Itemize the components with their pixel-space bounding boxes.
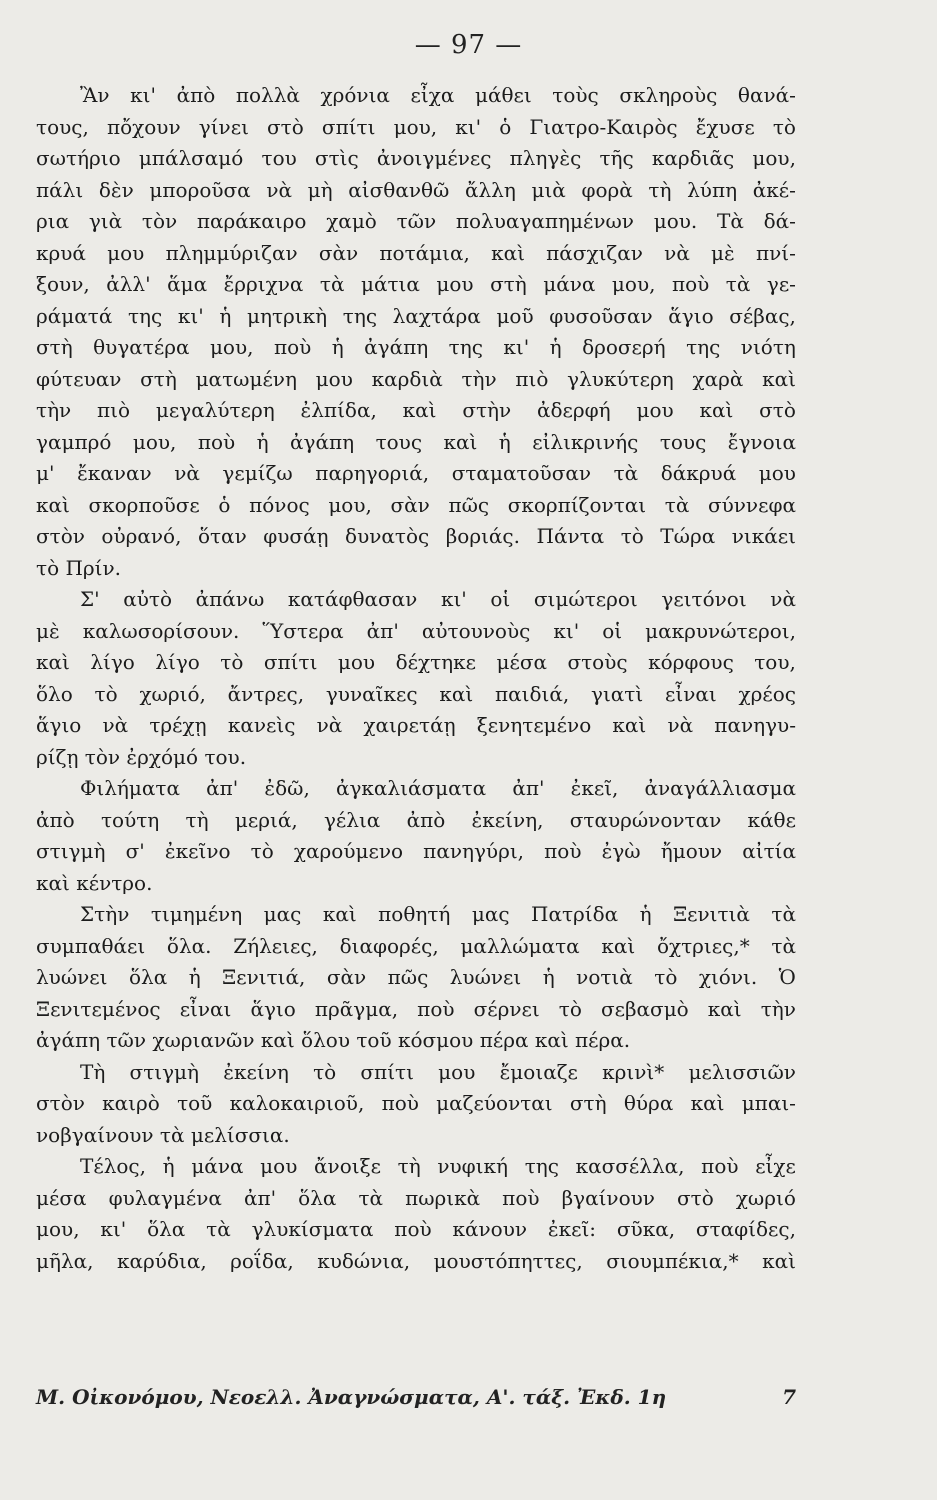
text-line: νοβγαίνουν τὰ μελίσσια. [36, 1122, 290, 1147]
text-line: κρυά μου πλημμύριζαν σὰν ποτάμια, καὶ πάσχιζαν νὰ μὲ πνί- [36, 240, 796, 265]
body-text [36, 80, 796, 1277]
text-line: τὴν πιὸ μεγαλύτερη ἐλπίδα, καὶ στὴν ἀδερφή μου καὶ στὸ [36, 398, 796, 422]
text-line: στὸν οὐρανό, ὅταν φυσάῃ δυνατὸς βοριάς. Πάντα τὸ Τώρα νικάει [36, 524, 796, 548]
text-line: μου, κι' ὅλα τὰ γλυκίσματα ποὺ κάνουν ἐκεῖ: σῦκα, σταφίδες, [36, 1217, 796, 1241]
footer-source: Μ. Οἰκονόμου, Νεοελλ. Ἀναγνώσματα, Α'. τάξ. Ἐκδ. 1η [36, 1385, 667, 1409]
text-line: καὶ σκορποῦσε ὁ πόνος μου, σὰν πῶς σκορπίζονται τὰ σύννεφα [36, 492, 796, 517]
text-line: μῆλα, καρύδια, ροΐδα, κυδώνια, μουστόπηττες, σιουμπέκια,* καὶ [36, 1248, 796, 1273]
text-line: Στὴν τιμημένη μας καὶ ποθητή μας Πατρίδα ἡ Ξενιτιὰ τὰ [80, 902, 796, 926]
text-line: μὲ καλωσορίσουν. Ὕστερα ἀπ' αὐτουνοὺς κι' οἱ μακρυνώτεροι, [36, 618, 796, 643]
text-line: καὶ λίγο λίγο τὸ σπίτι μου δέχτηκε μέσα στοὺς κόρφους του, [36, 650, 796, 674]
text-line: Τέλος, ἡ μάνα μου ἄνοιξε τὴ νυφική της κασσέλλα, ποὺ εἶχε [80, 1154, 796, 1178]
text-line: στὴ θυγατέρα μου, ποὺ ἡ ἀγάπη της κι' ἡ δροσερή της νιότη [36, 335, 796, 359]
text-line: Ξενιτεμένος εἶναι ἅγιο πρᾶγμα, ποὺ σέρνει τὸ σεβασμὸ καὶ τὴν [36, 996, 796, 1021]
text-line: ρια γιὰ τὸν παράκαιρο χαμὸ τῶν πολυαγαπημένων μου. Τὰ δά- [36, 209, 796, 233]
text-line: ρίζῃ τὸν ἐρχόμό του. [36, 744, 247, 769]
footer [36, 1382, 796, 1412]
text-line: συμπαθάει ὅλα. Ζήλειες, διαφορές, μαλλώματα καὶ ὄχτριες,* τὰ [36, 933, 796, 958]
text-line: Ἂν κι' ἀπὸ πολλὰ χρόνια εἶχα μάθει τοὺς σκληροὺς θανά- [80, 83, 796, 107]
text-line: στὸν καιρὸ τοῦ καλοκαιριοῦ, ποὺ μαζεύονται στὴ θύρα καὶ μπαι- [36, 1091, 796, 1115]
text-line: ἀγάπη τῶν χωριανῶν καὶ ὅλου τοῦ κόσμου πέρα καὶ πέρα. [36, 1028, 631, 1052]
text-line: τὸ Πρίν. [36, 555, 122, 580]
text-line: μέσα φυλαγμένα ἀπ' ὅλα τὰ πωρικὰ ποὺ βγαίνουν στὸ χωριό [36, 1185, 796, 1210]
text-line: φύτευαν στὴ ματωμένη μου καρδιὰ τὴν πιὸ γλυκύτερη χαρὰ καὶ [36, 366, 796, 391]
page-number: — 97 — [414, 30, 523, 60]
text-line: Φιλήματα ἀπ' ἐδῶ, ἀγκαλιάσματα ἀπ' ἐκεῖ, ἀναγάλλιασμα [80, 776, 796, 800]
text-line: μ' ἔκαναν νὰ γεμίζω παρηγοριά, σταματοῦσαν τὰ δάκρυά μου [36, 461, 796, 485]
text-line: πάλι δὲν μποροῦσα νὰ μὴ αἰσθανθῶ ἄλλη μιὰ φορὰ τὴ λύπη ἀκέ- [36, 177, 796, 202]
text-line: ἅγιο νὰ τρέχῃ κανεὶς νὰ χαιρετάῃ ξενητεμένο καὶ νὰ πανηγυ- [36, 713, 796, 737]
text-line: Τὴ στιγμὴ ἐκείνη τὸ σπίτι μου ἔμοιαζε κρινὶ* μελισσιῶν [80, 1059, 796, 1084]
text-line: Σ' αὐτὸ ἀπάνω κατάφθασαν κι' οἱ σιμώτεροι γειτόνοι νὰ [80, 587, 796, 611]
text-line: ράματά της κι' ἡ μητρικὴ της λαχτάρα μοῦ φυσοῦσαν ἅγιο σέβας, [36, 303, 796, 328]
text-line: τους, πὄχουν γίνει στὸ σπίτι μου, κι' ὁ Γιατρο-Καιρὸς ἔχυσε τὸ [36, 114, 796, 139]
text-line: ὅλο τὸ χωριό, ἄντρες, γυναῖκες καὶ παιδιά, γιατὶ εἶναι χρέος [36, 681, 796, 706]
footer-sheet-number: 7 [782, 1385, 796, 1409]
text-line: λυώνει ὅλα ἡ Ξενιτιά, σὰν πῶς λυώνει ἡ νοτιὰ τὸ χιόνι. Ὁ [36, 965, 796, 989]
text-line: καὶ κέντρο. [36, 870, 153, 895]
text-line: στιγμὴ σ' ἐκεῖνο τὸ χαρούμενο πανηγύρι, ποὺ ἐγὼ ἤμουν αἰτία [36, 839, 796, 863]
text-line: ἀπὸ τούτη τὴ μεριά, γέλια ἀπὸ ἐκείνη, σταυρώνονταν κάθε [36, 807, 796, 832]
text-line: ξουν, ἀλλ' ἅμα ἔρριχνα τὰ μάτια μου στὴ μάνα μου, ποὺ τὰ γε- [36, 272, 796, 296]
text-line: σωτήριο μπάλσαμό του στὶς ἀνοιγμένες πληγὲς τῆς καρδιᾶς μου, [36, 146, 796, 170]
text-line: γαμπρό μου, ποὺ ἡ ἀγάπη τους καὶ ἡ εἰλικρινής τους ἔγνοια [36, 429, 796, 454]
